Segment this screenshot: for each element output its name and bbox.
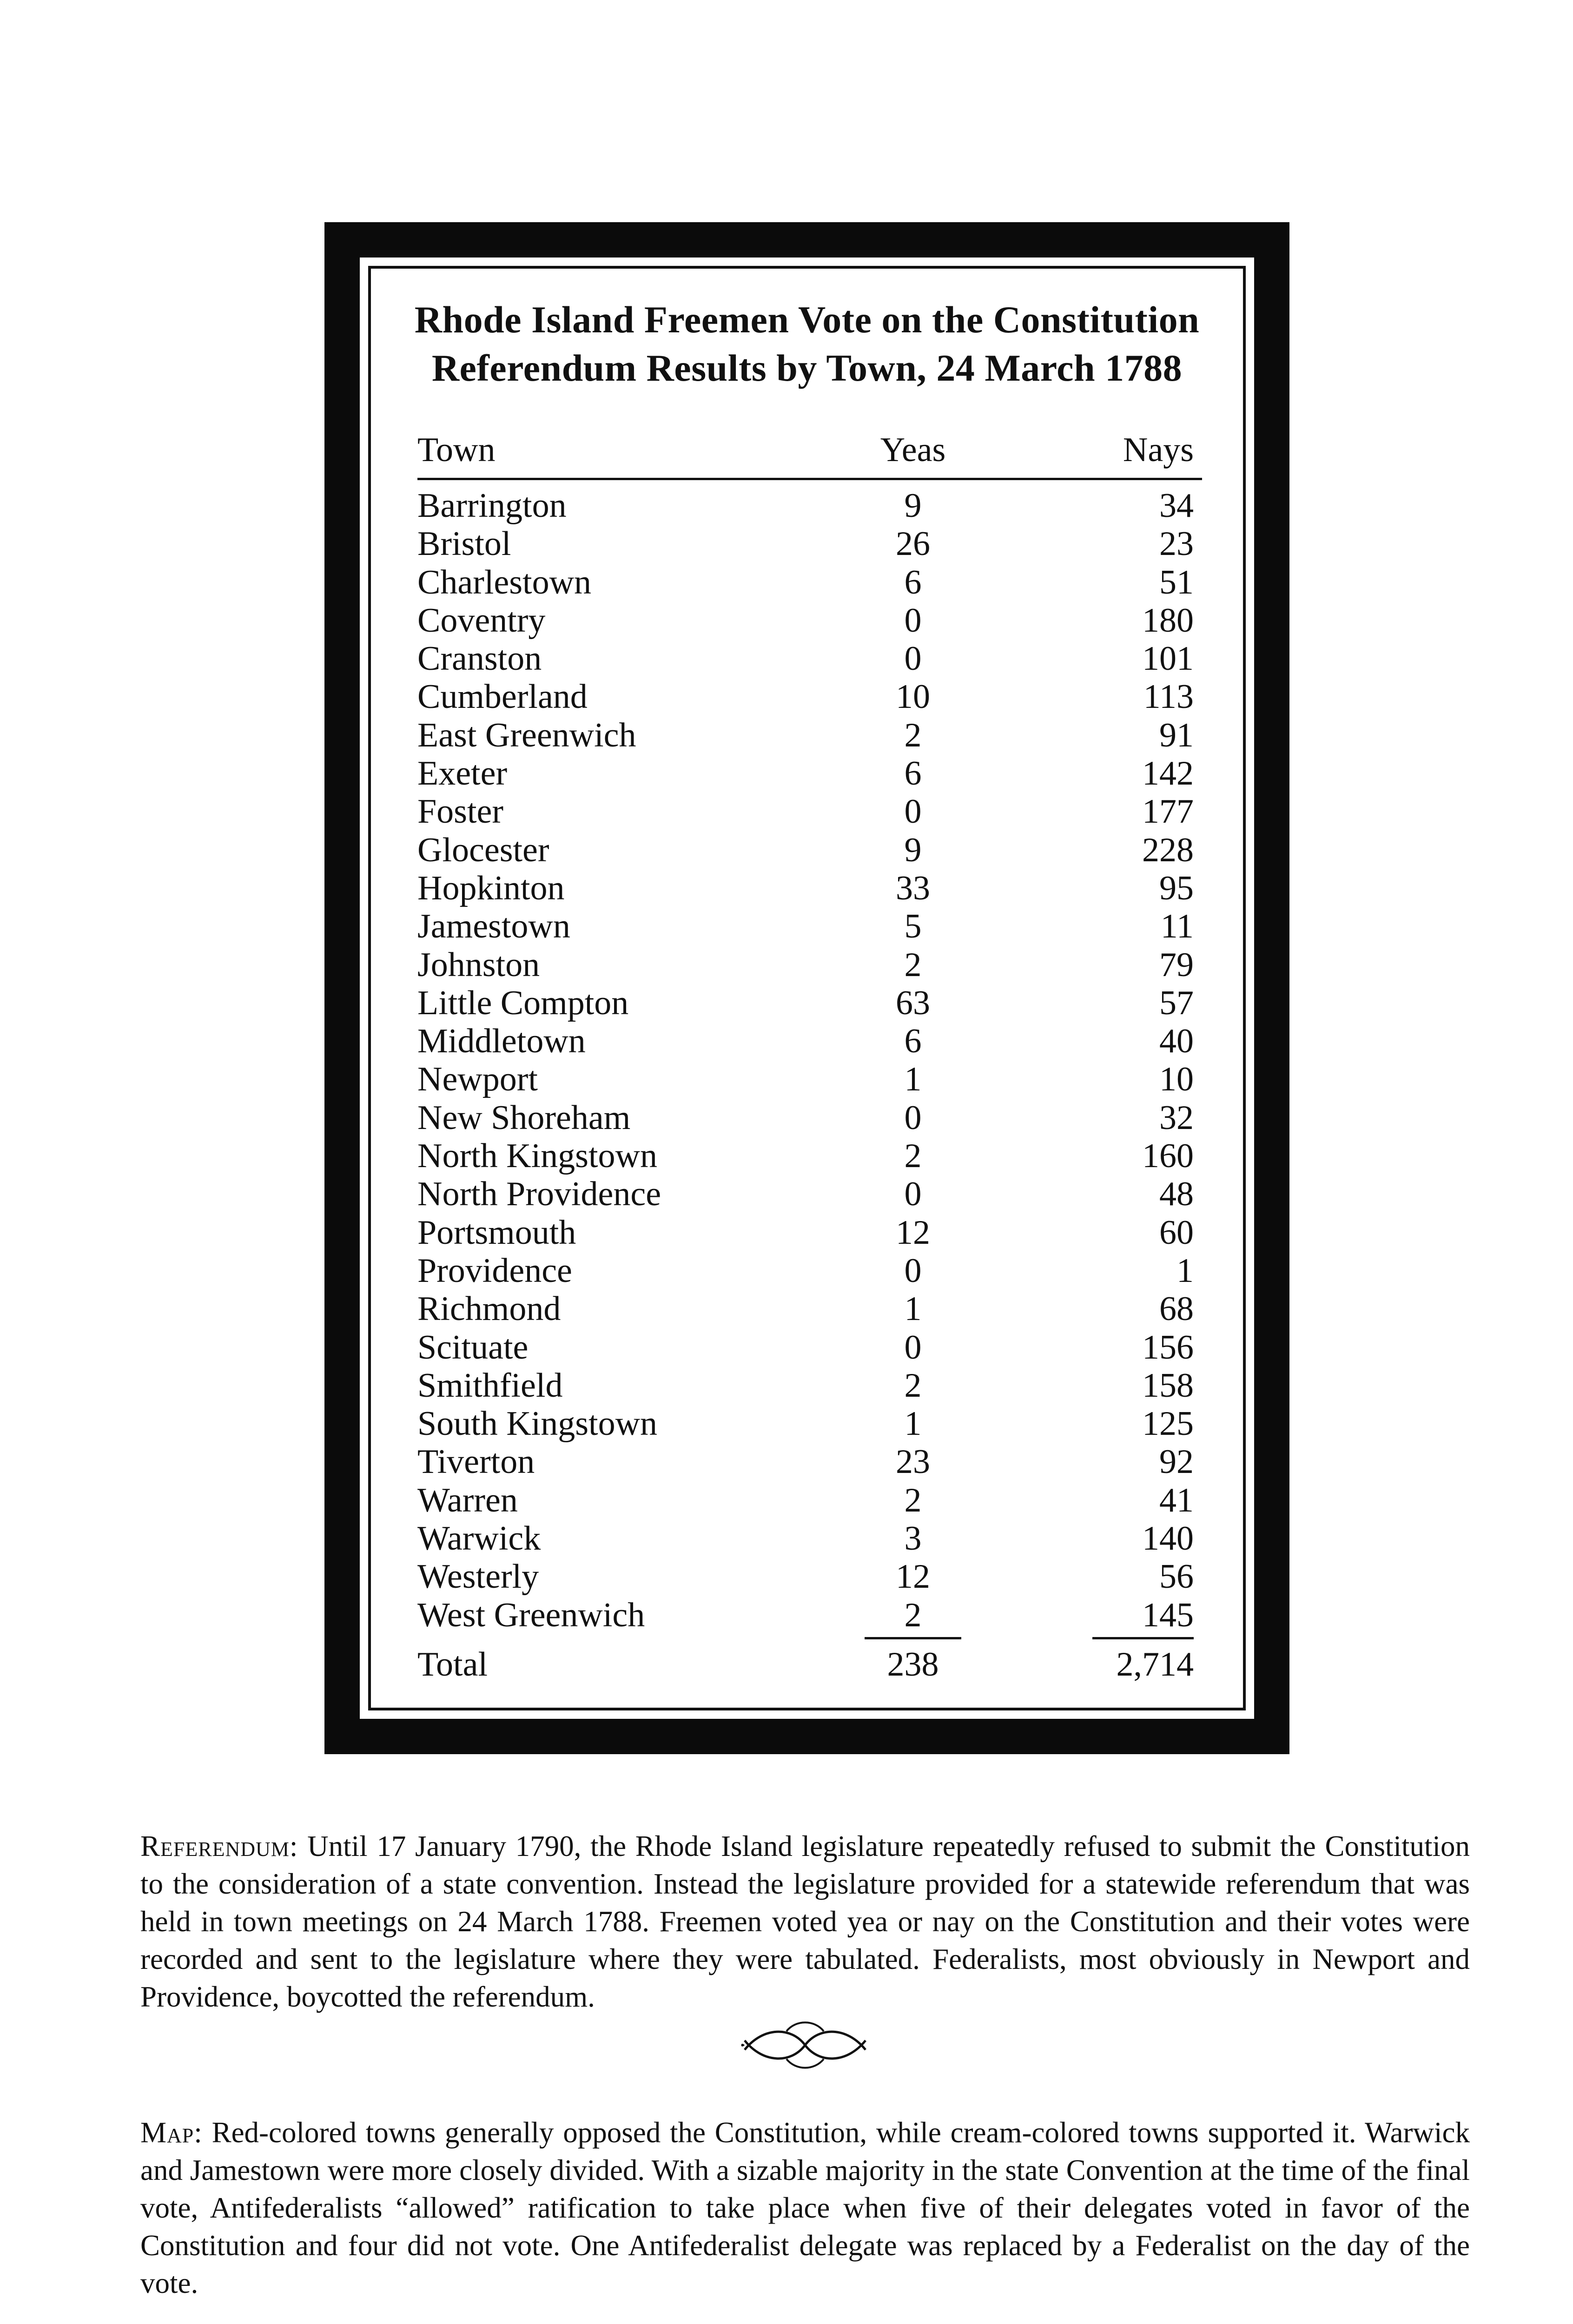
nays-sum-rule — [1092, 1637, 1194, 1639]
yeas-cell: 1 — [904, 1405, 922, 1443]
nays-cell: 125 — [1142, 1405, 1194, 1443]
town-cell: North Kingstown — [417, 1137, 657, 1175]
town-cell: South Kingstown — [417, 1405, 658, 1443]
yeas-cell: 23 — [896, 1443, 930, 1481]
table-row — [417, 1022, 1202, 1060]
yeas-cell: 6 — [904, 1022, 922, 1061]
table-row — [417, 1099, 1202, 1137]
town-cell: Exeter — [417, 754, 508, 793]
town-cell: Coventry — [417, 601, 546, 640]
nays-cell: 57 — [1159, 984, 1194, 1022]
yeas-cell: 2 — [904, 1481, 922, 1519]
town-cell: Tiverton — [417, 1443, 535, 1481]
yeas-cell: 1 — [904, 1060, 922, 1099]
nays-cell: 32 — [1159, 1098, 1194, 1137]
yeas-cell: 0 — [904, 792, 922, 831]
nays-cell: 56 — [1159, 1558, 1194, 1596]
nays-cell: 160 — [1142, 1137, 1194, 1175]
nays-cell: 180 — [1142, 601, 1194, 640]
town-cell: Hopkinton — [417, 869, 565, 907]
table-panel — [360, 257, 1254, 1719]
vote-table — [417, 427, 1202, 1685]
yeas-cell: 0 — [904, 1251, 922, 1290]
yeas-cell: 9 — [904, 831, 922, 869]
table-row — [417, 907, 1202, 945]
flourish-ornament-icon — [735, 2017, 875, 2073]
town-cell: Portsmouth — [417, 1213, 576, 1252]
town-cell: Bristol — [417, 525, 511, 563]
town-cell: Cranston — [417, 640, 542, 678]
nays-cell: 91 — [1159, 716, 1194, 754]
yeas-cell: 0 — [904, 1328, 922, 1367]
table-row — [417, 487, 1202, 525]
table-row — [417, 792, 1202, 831]
nays-cell: 113 — [1143, 678, 1194, 716]
table-row — [417, 1596, 1202, 1634]
town-cell: Richmond — [417, 1290, 561, 1328]
table-row — [417, 1060, 1202, 1098]
total-yeas: 238 — [887, 1645, 939, 1684]
yeas-cell: 2 — [904, 1137, 922, 1175]
yeas-cell: 2 — [904, 716, 922, 754]
table-row — [417, 525, 1202, 563]
yeas-cell: 2 — [904, 1596, 922, 1634]
town-cell: Scituate — [417, 1328, 529, 1367]
yeas-cell: 26 — [896, 525, 930, 563]
nays-cell: 51 — [1159, 563, 1194, 601]
table-row — [417, 1367, 1202, 1405]
total-row — [417, 1644, 1202, 1685]
yeas-cell: 10 — [896, 678, 930, 716]
nays-cell: 142 — [1142, 754, 1194, 793]
town-cell: Providence — [417, 1251, 572, 1290]
nays-cell: 95 — [1159, 869, 1194, 907]
town-cell: Johnston — [417, 945, 540, 984]
table-row — [417, 640, 1202, 678]
table-row — [417, 1481, 1202, 1519]
table-row — [417, 1137, 1202, 1175]
yeas-cell: 1 — [904, 1290, 922, 1328]
table-row — [417, 1443, 1202, 1481]
yeas-cell: 33 — [896, 869, 930, 907]
nays-cell: 10 — [1159, 1060, 1194, 1099]
town-cell: East Greenwich — [417, 716, 636, 754]
yeas-cell: 2 — [904, 1366, 922, 1405]
table-row — [417, 1252, 1202, 1290]
header-town: Town — [417, 431, 496, 469]
sum-rules — [417, 1634, 1202, 1644]
yeas-cell: 2 — [904, 945, 922, 984]
yeas-sum-rule — [865, 1637, 961, 1639]
nays-cell: 101 — [1142, 640, 1194, 678]
yeas-cell: 5 — [904, 907, 922, 946]
table-row — [417, 1290, 1202, 1328]
nays-cell: 41 — [1159, 1481, 1194, 1519]
yeas-cell: 0 — [904, 1175, 922, 1214]
total-label: Total — [417, 1645, 488, 1684]
header-nays: Nays — [1123, 431, 1194, 469]
town-cell: Warren — [417, 1481, 518, 1519]
header-yeas: Yeas — [880, 431, 946, 469]
nays-cell: 79 — [1159, 945, 1194, 984]
yeas-cell: 9 — [904, 487, 922, 525]
nays-cell: 228 — [1142, 831, 1194, 869]
table-title-line-1: Rhode Island Freemen Vote on the Constitution — [414, 298, 1200, 341]
table-row — [417, 1175, 1202, 1213]
table-row — [417, 754, 1202, 792]
town-cell: Barrington — [417, 487, 567, 525]
header-rule — [417, 478, 1202, 480]
nays-cell: 11 — [1160, 907, 1194, 946]
town-cell: Glocester — [417, 831, 549, 869]
nays-cell: 68 — [1159, 1290, 1194, 1328]
table-title-line-2: Referendum Results by Town, 24 March 1788 — [431, 347, 1183, 389]
yeas-cell: 0 — [904, 601, 922, 640]
table-row — [417, 563, 1202, 601]
town-cell: Warwick — [417, 1519, 541, 1558]
nays-cell: 145 — [1142, 1596, 1194, 1634]
table-row — [417, 984, 1202, 1022]
nays-cell: 48 — [1159, 1175, 1194, 1214]
total-nays: 2,714 — [1116, 1645, 1194, 1684]
yeas-cell: 6 — [904, 563, 922, 601]
town-cell: Jamestown — [417, 907, 570, 946]
yeas-cell: 3 — [904, 1519, 922, 1558]
yeas-cell: 12 — [896, 1558, 930, 1596]
town-cell: Westerly — [417, 1558, 539, 1596]
town-cell: North Providence — [417, 1175, 661, 1214]
referendum-note-text: Until 17 January 1790, the Rhode Island legislature repeatedly refused to submit the Constitution to the consideration of a state convention. Instead the legislature provided for a statewide referendum that was held in town meetings on 24 March 1788. Freemen voted yea or nay on the Constitution and their votes were recorded and sent to the legislature where they were tabulated. Federalists, most obviously in Newport and Providence, boycotted the referendum. — [140, 1830, 1470, 2013]
yeas-cell: 6 — [904, 754, 922, 793]
yeas-cell: 12 — [896, 1213, 930, 1252]
referendum-note — [140, 1828, 1470, 2016]
table-row — [417, 601, 1202, 640]
table-row — [417, 678, 1202, 716]
town-cell: Foster — [417, 792, 503, 831]
town-cell: West Greenwich — [417, 1596, 645, 1634]
table-row — [417, 1405, 1202, 1443]
map-note — [140, 2114, 1470, 2302]
map-note-text: Red-colored towns generally opposed the Constitution, while cream-colored towns supported it. Warwick and Jamestown were more closely divided. With a sizable majority in the state Convention at the time of the final vote, Antifederalists “allowed” ratification to take place when five of their delegates voted in favor of the Constitution and four did not vote. One Antifederalist delegate was replaced by a Federalist on the day of the vote. — [140, 2116, 1470, 2299]
table-row — [417, 831, 1202, 869]
nays-cell: 60 — [1159, 1213, 1194, 1252]
yeas-cell: 0 — [904, 640, 922, 678]
table-row — [417, 716, 1202, 754]
town-cell: Middletown — [417, 1022, 586, 1061]
table-row — [417, 869, 1202, 907]
nays-cell: 158 — [1142, 1366, 1194, 1405]
table-rows — [417, 487, 1202, 1634]
yeas-cell: 0 — [904, 1098, 922, 1137]
table-frame — [324, 222, 1289, 1754]
table-row — [417, 1519, 1202, 1558]
nays-cell: 140 — [1142, 1519, 1194, 1558]
town-cell: Little Compton — [417, 984, 629, 1022]
nays-cell: 177 — [1142, 792, 1194, 831]
table-header-row — [417, 427, 1202, 478]
town-cell: Cumberland — [417, 678, 588, 716]
table-row — [417, 1558, 1202, 1596]
nays-cell: 40 — [1159, 1022, 1194, 1061]
town-cell: Charlestown — [417, 563, 592, 601]
town-cell: Smithfield — [417, 1366, 563, 1405]
nays-cell: 156 — [1142, 1328, 1194, 1367]
yeas-cell: 63 — [896, 984, 930, 1022]
table-row — [417, 1214, 1202, 1252]
map-note-lead: Map: — [140, 2116, 203, 2149]
table-row — [417, 1328, 1202, 1367]
referendum-note-lead: Referendum: — [140, 1830, 298, 1862]
nays-cell: 92 — [1159, 1443, 1194, 1481]
town-cell: New Shoreham — [417, 1098, 631, 1137]
table-row — [417, 946, 1202, 984]
table-title — [360, 296, 1254, 392]
nays-cell: 23 — [1159, 525, 1194, 563]
nays-cell: 1 — [1176, 1251, 1194, 1290]
town-cell: Newport — [417, 1060, 538, 1099]
nays-cell: 34 — [1159, 487, 1194, 525]
